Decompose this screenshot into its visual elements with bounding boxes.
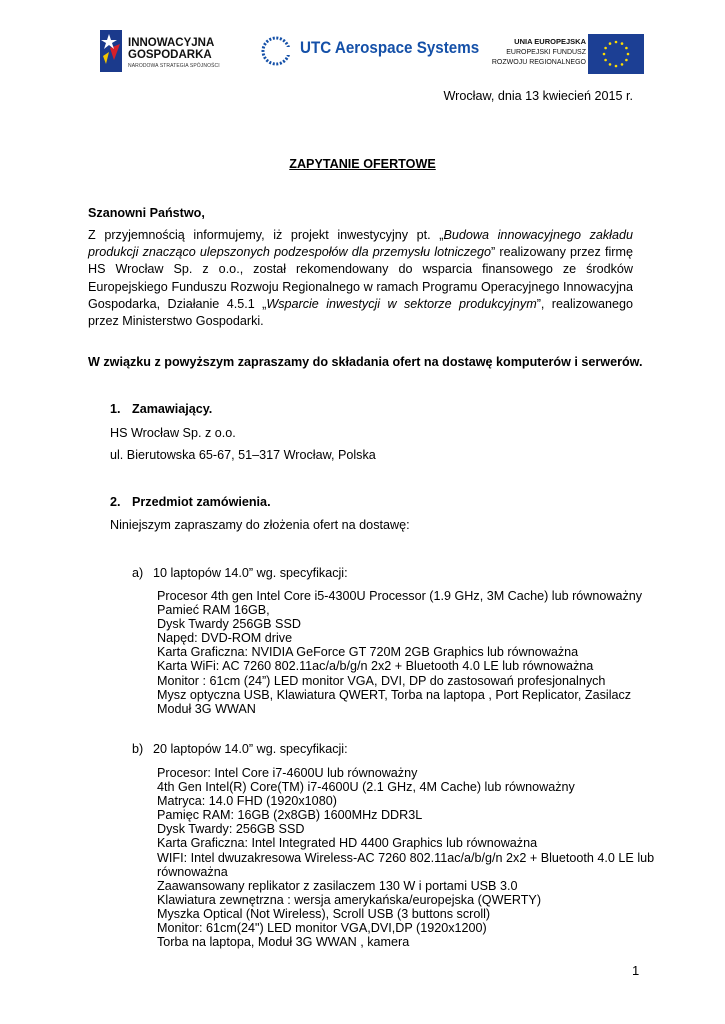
item-label: a)	[132, 566, 144, 580]
section-title: Przedmiot zamówienia.	[132, 495, 271, 509]
spec-line: równoważna	[157, 864, 228, 879]
spec-line: Myszka Optical (Not Wireless), Scroll USB (3 buttons scroll)	[157, 906, 491, 921]
spec-line: Procesor 4th gen Intel Core i5-4300U Processor (1.9 GHz, 3M Cache) lub równoważny	[157, 589, 643, 603]
item-title: 10 laptopów 14.0” wg. specyfikacji:	[153, 566, 348, 580]
star-icon	[615, 65, 618, 68]
spec-line: Zaawansowany replikator z zasilaczem 130 W i portami USB 3.0	[157, 878, 518, 893]
logo-line: EUROPEJSKI FUNDUSZ	[506, 49, 586, 56]
star-icon	[627, 53, 630, 56]
star-icon	[621, 63, 624, 66]
utc-logo	[258, 33, 478, 69]
star-icon	[609, 42, 612, 45]
buyer-address: ul. Bierutowska 65-67, 51–317 Wrocław, Polska	[110, 448, 376, 462]
logo-line: INNOWACYJNA	[128, 37, 215, 49]
spec-line: Pamieć RAM 16GB,	[157, 603, 270, 618]
intro-paragraph	[88, 227, 633, 330]
text: Z przyjemnością informujemy, iż projekt inwestycyjny pt. „	[88, 228, 444, 242]
utc-wordmark: UTC Aerospace Systems	[300, 39, 480, 57]
ig-flag-icon	[100, 30, 122, 72]
star-icon	[603, 53, 606, 56]
spec-line: Procesor: Intel Core i7-4600U lub równoważny	[157, 766, 418, 780]
spec-line: WIFI: Intel dwuzakresowa Wireless-AC 7260 802.11ac/a/b/g/n 2x2 + Bluetooth 4.0 LE lub	[157, 850, 655, 865]
measure-title: Wsparcie inwestycji w sektorze produkcyjnym	[266, 296, 537, 311]
buyer-name: HS Wrocław Sp. z o.o.	[110, 426, 236, 440]
utc-emblem-icon	[258, 33, 294, 69]
spec-line: Dysk Twardy 256GB SSD	[157, 617, 301, 632]
logo-line: GOSPODARKA	[128, 49, 212, 61]
star-icon	[625, 59, 628, 62]
spec-line: Karta Graficzna: NVIDIA GeForce GT 720M 2GB Graphics lub równoważna	[157, 645, 579, 660]
star-icon	[625, 47, 628, 50]
star-icon	[609, 63, 612, 66]
spec-line: Napęd: DVD-ROM drive	[157, 631, 293, 646]
text: ” realizowany przez firmę HS Wrocław Sp. z o.o., został rekomendowany do wsparcia finansowego ze środków Europejskiego Funduszu Rozwoju Regionalnego w ramach Programu Operacyjnego Innowacyjna Gospodarka, Działanie 4.5.1 „	[88, 245, 633, 311]
logo-subline: NARODOWA STRATEGIA SPÓJNOŚCI	[128, 63, 220, 69]
spec-line: Torba na laptopa, Moduł 3G WWAN , kamera	[157, 935, 410, 950]
invitation-text: W związku z powyższym zapraszamy do składania ofert na dostawę komputerów i serwerów.	[88, 355, 643, 369]
star-icon	[615, 41, 618, 44]
spec-line: 4th Gen Intel(R) Core(TM) i7-4600U (2.1 GHz, 4M Cache) lub równoważny	[157, 780, 575, 795]
greeting: Szanowni Państwo,	[88, 206, 205, 220]
logo-line: UNIA EUROPEJSKA	[514, 37, 586, 46]
spec-list-b	[157, 766, 655, 950]
page-number: 1	[632, 963, 640, 978]
section-number: 1.	[110, 402, 121, 416]
spec-line: Moduł 3G WWAN	[157, 701, 256, 716]
spec-line: Karta WiFi: AC 7260 802.11ac/a/b/g/n 2x2 + Bluetooth 4.0 LE lub równoważna	[157, 659, 594, 674]
spec-line: Karta Graficzna: Intel Integrated HD 4400 Graphics lub równoważna	[157, 836, 538, 851]
project-title: Budowa innowacyjnego zakładu produkcji znacząco ulepszonych podzespołów dla przemysłu lotniczego	[88, 228, 633, 260]
spec-line: Monitor: 61cm(24") LED monitor VGA,DVI,DP (1920x1200)	[157, 921, 487, 936]
item-title: 20 laptopów 14.0” wg. specyfikacji:	[153, 742, 348, 756]
spec-line: Pamięc RAM: 16GB (2x8GB) 1600MHz DDR3L	[157, 808, 423, 823]
section-title: Zamawiający.	[132, 402, 213, 416]
star-icon	[621, 42, 624, 45]
spec-line: Matryca: 14.0 FHD (1920x1080)	[157, 794, 337, 809]
section-number: 2.	[110, 495, 121, 509]
star-icon	[604, 59, 607, 62]
document-title: ZAPYTANIE OFERTOWE	[289, 157, 436, 171]
eu-flag-icon	[588, 34, 644, 74]
eu-logo	[484, 34, 650, 76]
spec-line: Klawiatura zewnętrzna : wersja amerykańska/europejska (QWERTY)	[157, 892, 542, 907]
innowacyjna-gospodarka-logo	[100, 30, 240, 76]
spec-line: Monitor : 61cm (24”) LED monitor VGA, DVI, DP do zastosowań profesjonalnych	[157, 673, 606, 688]
star-icon	[604, 47, 607, 50]
spec-line: Mysz optyczna USB, Klawiatura QWERT, Torba na laptopa , Port Replicator, Zasilacz	[157, 687, 632, 702]
spec-line: Dysk Twardy: 256GB SSD	[157, 822, 305, 837]
logo-line: ROZWOJU REGIONALNEGO	[491, 59, 586, 66]
spec-list-a	[157, 589, 647, 716]
text: ”, realizowanego przez Ministerstwo Gospodarki.	[88, 296, 634, 329]
item-label: b)	[132, 742, 144, 756]
section-intro: Niniejszym zapraszamy do złożenia ofert na dostawę:	[110, 518, 410, 532]
document-date: Wrocław, dnia 13 kwiecień 2015 r.	[443, 89, 633, 103]
